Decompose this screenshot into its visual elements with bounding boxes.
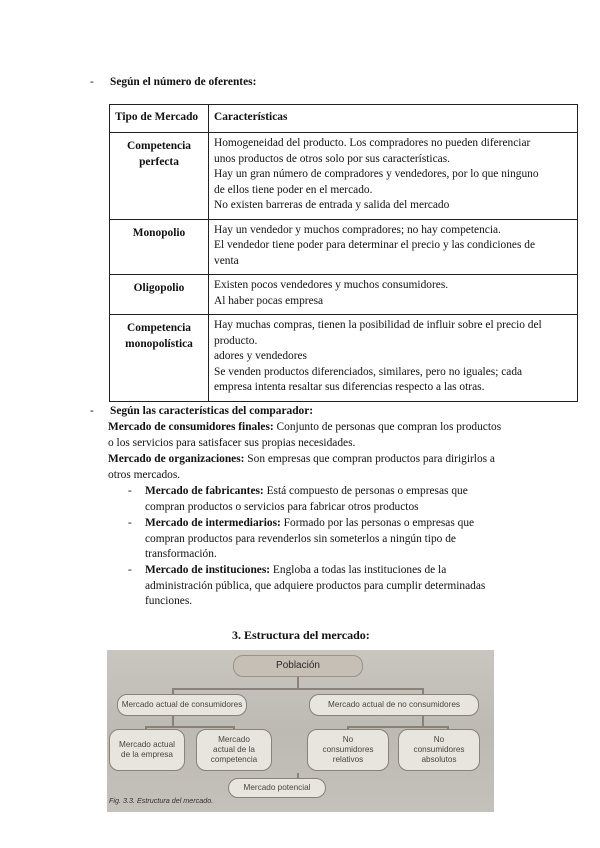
mercado-actual-competencia-box: Mercado actual de la competencia [196,729,272,771]
bullet-marker: - [90,405,94,417]
market-type-cell: Oligopolio [110,275,209,315]
figure-caption: Fig. 3.3. Estructura del mercado. [109,795,214,805]
market-type-cell: Competencia monopolística [110,315,209,402]
sub-bullet-marker: - [128,564,132,576]
mercado-actual-consumidores-box: Mercado actual de consumidores [117,694,247,716]
table-row [110,133,578,220]
sub-bullet-marker: - [128,485,132,497]
mercado-actual-empresa-box: Mercado actual de la empresa [109,729,185,771]
table-header-row [110,105,578,133]
mercado-actual-no-consumidores-box: Mercado actual de no consumidores [309,694,479,716]
sub-bullet-marker: - [128,517,132,529]
list-item: Mercado de instituciones: Engloba a todas las instituciones de la administración pública, que adquiere productos para cumplir determinadas funciones. [145,564,486,607]
characteristics-cell: Existen pocos vendedores y muchos consumidores. Al haber pocas empresa [209,275,578,315]
section-heading-oferentes: Según el número de oferentes: [110,76,257,88]
list-item: Mercado de fabricantes: Está compuesto de personas o empresas que compran productos o servicios para fabricar otros productos [145,485,468,513]
no-consumidores-relativos-box: No consumidores relativos [307,729,389,771]
connector-line [172,688,422,690]
bullet-marker: - [90,76,94,88]
mercado-potencial-box: Mercado potencial [228,778,326,798]
section-heading-comparador: Según las características del comparador: [110,405,314,417]
characteristics-cell: Homogeneidad del producto. Los compradores no pueden diferenciar unos productos de otros solo por sus características. Hay un gran número de compradores y vendedores, por lo que ninguno de ellos tiene poder en el mercado. No existen barreras de entrada y salida del mercado [209,133,578,220]
market-types-table [109,104,578,402]
section-title-estructura: 3. Estructura del mercado: [232,628,370,642]
table-header-cell: Tipo de Mercado [110,105,209,133]
no-consumidores-absolutos-box: No consumidores absolutos [398,729,480,771]
market-type-cell: Monopolio [110,219,209,275]
table-header-cell: Características [209,105,578,133]
characteristics-cell: Hay muchas compras, tienen la posibilidad de influir sobre el precio del producto. adores y vendedores Se venden productos diferenciados, similares, pero no iguales; cada empresa intenta resaltar sus diferencias respecto a las otras. [209,315,578,402]
list-item: Mercado de intermediarios: Formado por las personas o empresas que compran productos para revenderlos sin someterlos a ningún tipo de transformación. [145,517,475,560]
market-type-cell: Competencia perfecta [110,133,209,220]
table-row [110,315,578,402]
poblacion-box: Población [233,655,363,677]
paragraph-consumidores-finales: Mercado de consumidores finales: Conjunto de personas que compran los productos o los servicios para satisfacer sus propias necesidades. [108,421,502,449]
table-row [110,275,578,315]
characteristics-cell: Hay un vendedor y muchos compradores; no hay competencia. El vendedor tiene poder para determinar el precio y las condiciones de venta [209,219,578,275]
market-structure-diagram [107,650,494,812]
paragraph-organizaciones: Mercado de organizaciones: Son empresas que compran productos para dirigirlos a otros mercados. [108,453,495,481]
table-row [110,219,578,275]
connector-line [347,726,447,728]
connector-line [145,726,233,728]
